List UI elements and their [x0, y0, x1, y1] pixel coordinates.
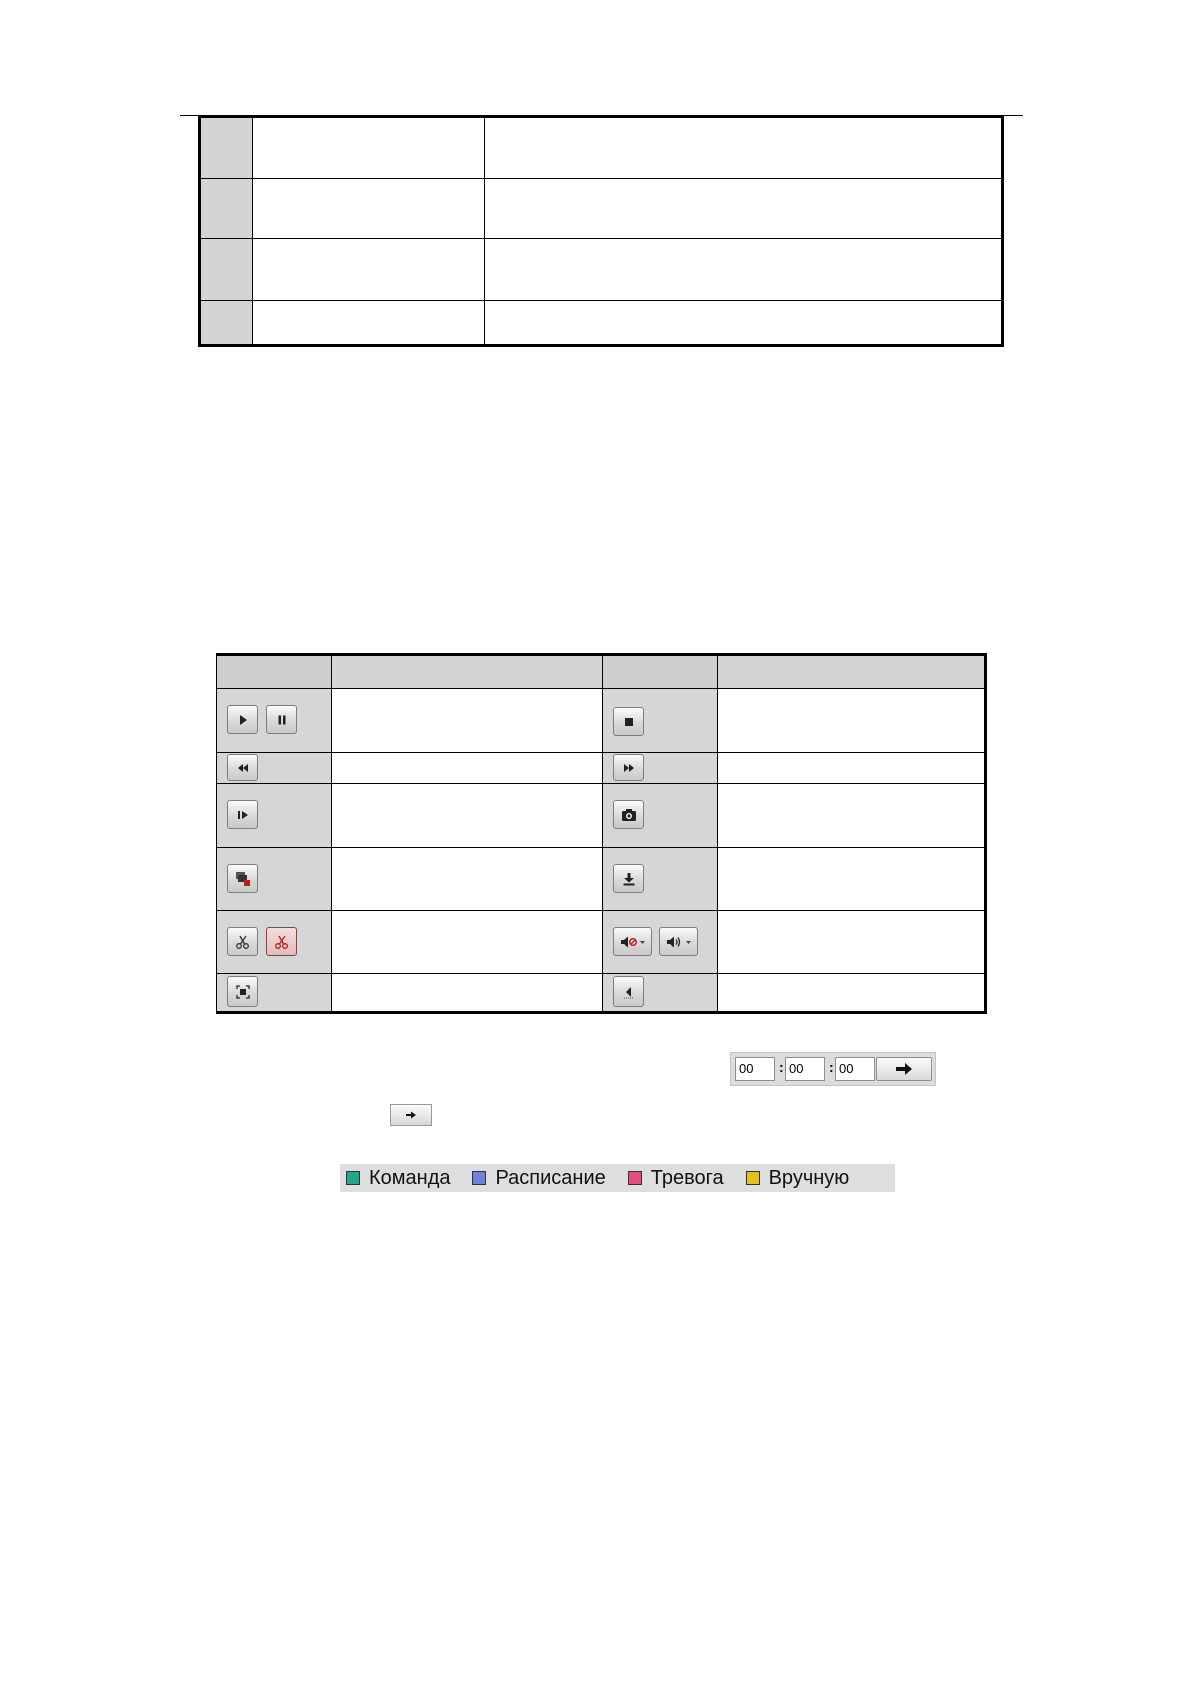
slow-forward-icon [236, 763, 250, 773]
description-cell [332, 911, 603, 973]
row-name-cell [253, 179, 485, 238]
single-frame-button[interactable] [227, 800, 258, 829]
row-number-cell [201, 301, 253, 344]
icon-cell [603, 784, 718, 847]
pause-icon [276, 714, 288, 726]
clip-stop-button[interactable] [266, 927, 297, 956]
table-row [217, 973, 984, 1011]
playback-icon-table [216, 653, 987, 1014]
go-to-time-button-inline[interactable] [390, 1104, 432, 1126]
legend-item-alarm [628, 1167, 724, 1190]
audio-off-icon [620, 935, 646, 949]
collapse-panel-icon [622, 985, 636, 999]
description-cell [332, 974, 603, 1011]
icon-cell [603, 753, 718, 783]
fast-forward-icon [622, 763, 636, 773]
row-number-cell [201, 239, 253, 300]
time-jump-control [730, 1052, 936, 1086]
table-row [201, 300, 1001, 344]
icon-cell [217, 784, 332, 847]
legend-swatch [746, 1171, 760, 1185]
icon-cell [603, 848, 718, 910]
legend-swatch [346, 1171, 360, 1185]
stop-all-playback-icon [235, 871, 251, 887]
legend-item-command [346, 1167, 450, 1190]
fullscreen-icon [236, 985, 250, 999]
icon-cell [217, 974, 332, 1011]
slow-forward-button[interactable] [227, 754, 258, 781]
description-cell [332, 848, 603, 910]
seconds-input[interactable]: 00 [835, 1057, 875, 1081]
play-icon [237, 714, 249, 726]
description-cell [718, 753, 984, 783]
header-cell-description [332, 656, 603, 688]
record-type-legend [340, 1164, 895, 1192]
table-row [201, 238, 1001, 300]
audio-on-button[interactable] [659, 927, 698, 956]
download-icon [622, 872, 636, 886]
legend-item-schedule [472, 1167, 605, 1190]
row-description-cell [485, 118, 1001, 178]
go-to-time-button[interactable] [876, 1057, 932, 1081]
legend-swatch [472, 1171, 486, 1185]
icon-cell [217, 911, 332, 973]
legend-label: Расписание [495, 1166, 606, 1189]
table-row [217, 847, 984, 910]
table-row [217, 752, 984, 783]
icon-cell [217, 848, 332, 910]
stop-all-playback-button[interactable] [227, 864, 258, 893]
stop-icon [624, 717, 634, 727]
header-cell-description [718, 656, 984, 688]
legend-label: Команда [369, 1166, 451, 1189]
header-cell-icon [603, 656, 718, 688]
description-cell [718, 911, 984, 973]
table-row [201, 118, 1001, 178]
table-row [217, 688, 984, 752]
icon-cell [603, 974, 718, 1011]
clip-start-icon [235, 934, 251, 950]
row-name-cell [253, 118, 485, 178]
table-row [217, 910, 984, 973]
legend-label: Вручную [768, 1166, 850, 1189]
arrow-right-icon [895, 1063, 913, 1075]
play-button[interactable] [227, 705, 258, 734]
description-cell [718, 848, 984, 910]
header-cell-icon [217, 656, 332, 688]
description-cell [332, 784, 603, 847]
description-cell [332, 753, 603, 783]
download-button[interactable] [613, 864, 644, 893]
table-header-row [217, 656, 984, 688]
time-separator: : [779, 1059, 784, 1075]
minutes-input[interactable]: 00 [785, 1057, 825, 1081]
row-name-cell [253, 239, 485, 300]
description-cell [718, 974, 984, 1011]
row-description-cell [485, 239, 1001, 300]
legend-label: Тревога [650, 1166, 724, 1189]
stop-button[interactable] [613, 707, 644, 736]
row-number-cell [201, 118, 253, 178]
collapse-panel-button[interactable] [613, 976, 644, 1007]
clip-start-button[interactable] [227, 927, 258, 956]
single-frame-icon [236, 809, 250, 821]
audio-off-button[interactable] [613, 927, 652, 956]
audio-on-icon [666, 935, 692, 949]
icon-cell [603, 911, 718, 973]
icon-cell [217, 753, 332, 783]
icon-cell [603, 689, 718, 752]
row-number-cell [201, 179, 253, 238]
legend-swatch [628, 1171, 642, 1185]
legend-item-manual [746, 1167, 850, 1190]
clip-stop-icon [274, 934, 290, 950]
description-cell [718, 689, 984, 752]
row-description-cell [485, 301, 1001, 344]
pause-button[interactable] [266, 705, 297, 734]
arrow-right-icon [405, 1111, 417, 1119]
hours-input[interactable]: 00 [735, 1057, 775, 1081]
description-cell [718, 784, 984, 847]
icon-cell [217, 689, 332, 752]
top-table [198, 115, 1004, 347]
row-description-cell [485, 179, 1001, 238]
row-name-cell [253, 301, 485, 344]
time-separator: : [829, 1059, 834, 1075]
fast-forward-button[interactable] [613, 754, 644, 781]
table-row [217, 783, 984, 847]
description-cell [332, 689, 603, 752]
table-row [201, 178, 1001, 238]
capture-camera-icon [621, 808, 637, 822]
fullscreen-button[interactable] [227, 976, 258, 1007]
capture-button[interactable] [613, 800, 644, 829]
